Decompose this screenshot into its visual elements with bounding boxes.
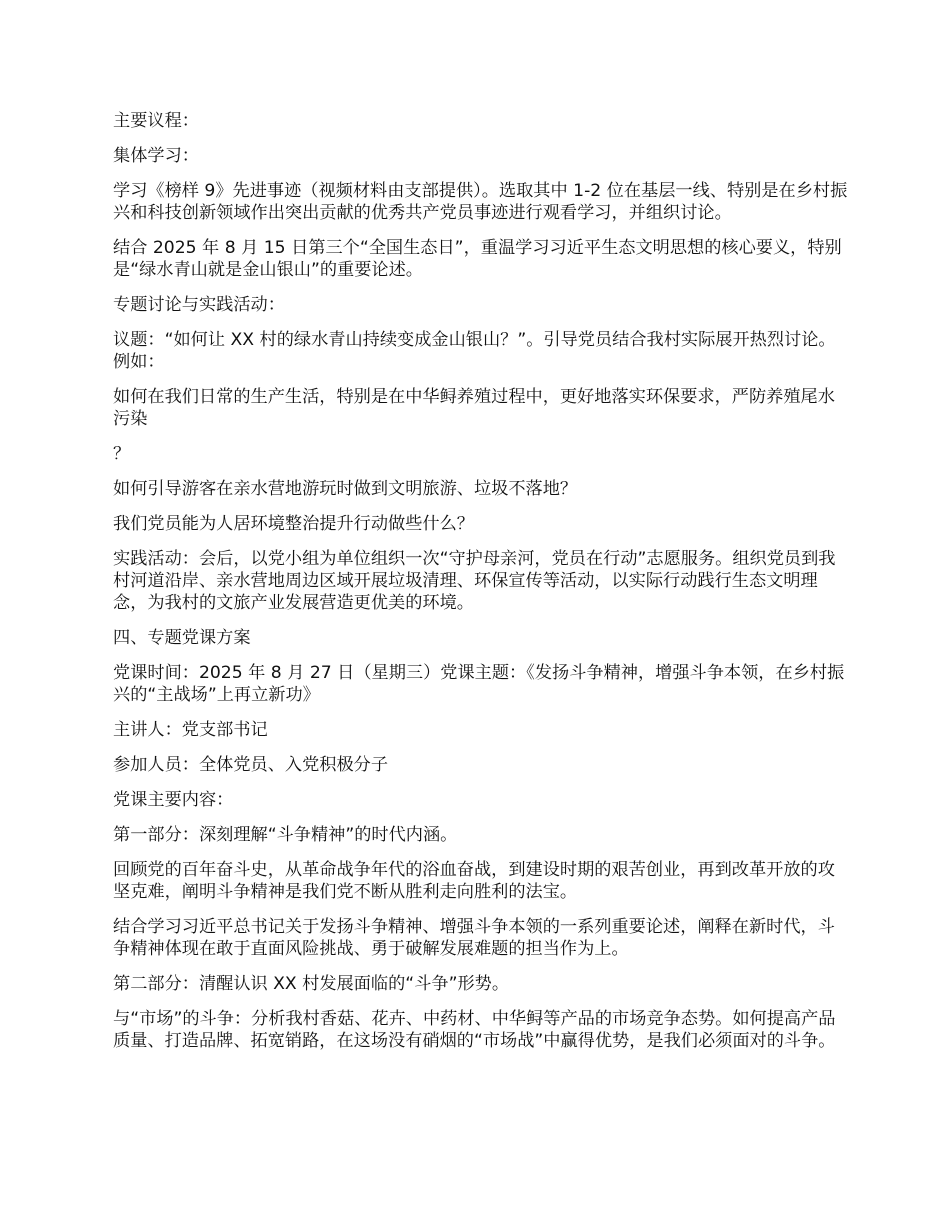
heading-main-agenda: 主要议程： — [113, 111, 199, 131]
document-page — [113, 110, 848, 1065]
paragraph-question-aquaculture: 如何在我们日常的生产生活，特别是在中华鲟养殖过程中，更好地落实环保要求，严防养殖尾水污染 — [113, 387, 835, 429]
paragraph-history-review: 回顾党的百年奋斗史，从革命战争年代的浴血奋战，到建设时期的艰苦创业，再到改革开放的攻坚克难，阐明斗争精神是我们党不断从胜利走向胜利的法宝。 — [113, 860, 835, 902]
paragraph-lecturer: 主讲人：党支部书记 — [113, 720, 268, 740]
paragraph-discussion-topic: 议题：“如何让 XX 村的绿水青山持续变成金山银山？”。引导党员结合我村实际展开热烈讨论。例如： — [113, 330, 836, 372]
heading-part-one: 第一部分：深刻理解“斗争精神”的时代内涵。 — [113, 825, 458, 845]
heading-part-two: 第二部分：清醒认识 XX 村发展面临的“斗争”形势。 — [113, 974, 510, 994]
paragraph-question-party-members: 我们党员能为人居环境整治提升行动做些什么？ — [113, 514, 474, 534]
heading-group-study: 集体学习： — [113, 146, 199, 166]
paragraph-study-role-models: 学习《榜样 9》先进事迹（视频材料由支部提供）。选取其中 1-2 位在基层一线、特别是在乡村振兴和科技创新领域作出突出贡献的优秀共产党员事迹进行观看学习，并组织讨论。 — [113, 181, 848, 223]
paragraph-question-tourists: 如何引导游客在亲水营地游玩时做到文明旅游、垃圾不落地？ — [113, 479, 578, 499]
paragraph-practice-activity: 实践活动：会后，以党小组为单位组织一次“守护母亲河，党员在行动”志愿服务。组织党员到我村河道沿岸、亲水营地周边区域开展垃圾清理、环保宣传等活动，以实际行动践行生态文明理念，为我村的文旅产业发展营造更优美的环境。 — [113, 549, 836, 613]
heading-section-four: 四、专题党课方案 — [113, 628, 251, 648]
paragraph-market-struggle: 与“市场”的斗争：分析我村香菇、花卉、中药材、中华鲟等产品的市场竞争态势。如何提高产品质量、打造品牌、拓宽销路，在这场没有硝烟的“市场战”中赢得优势，是我们必须面对的斗争。 — [113, 1009, 836, 1051]
paragraph-lecture-time-theme: 党课时间：2025 年 8 月 27 日（星期三）党课主题：《发扬斗争精神，增强斗争本领，在乡村振兴的“主战场”上再立新功》 — [113, 663, 845, 705]
paragraph-new-era-struggle: 结合学习习近平总书记关于发扬斗争精神、增强斗争本领的一系列重要论述，阐释在新时代，斗争精神体现在敢于直面风险挑战、勇于破解发展难题的担当作为上。 — [113, 917, 835, 959]
heading-discussion-practice: 专题讨论与实践活动： — [113, 295, 285, 315]
paragraph-participants: 参加人员：全体党员、入党积极分子 — [113, 755, 389, 775]
paragraph-ecology-day: 结合 2025 年 8 月 15 日第三个“全国生态日”，重温学习习近平生态文明思想的核心要义，特别是“绿水青山就是金山银山”的重要论述。 — [113, 238, 842, 280]
paragraph-question-mark: ？ — [113, 444, 131, 464]
heading-lecture-content: 党课主要内容： — [113, 790, 234, 810]
